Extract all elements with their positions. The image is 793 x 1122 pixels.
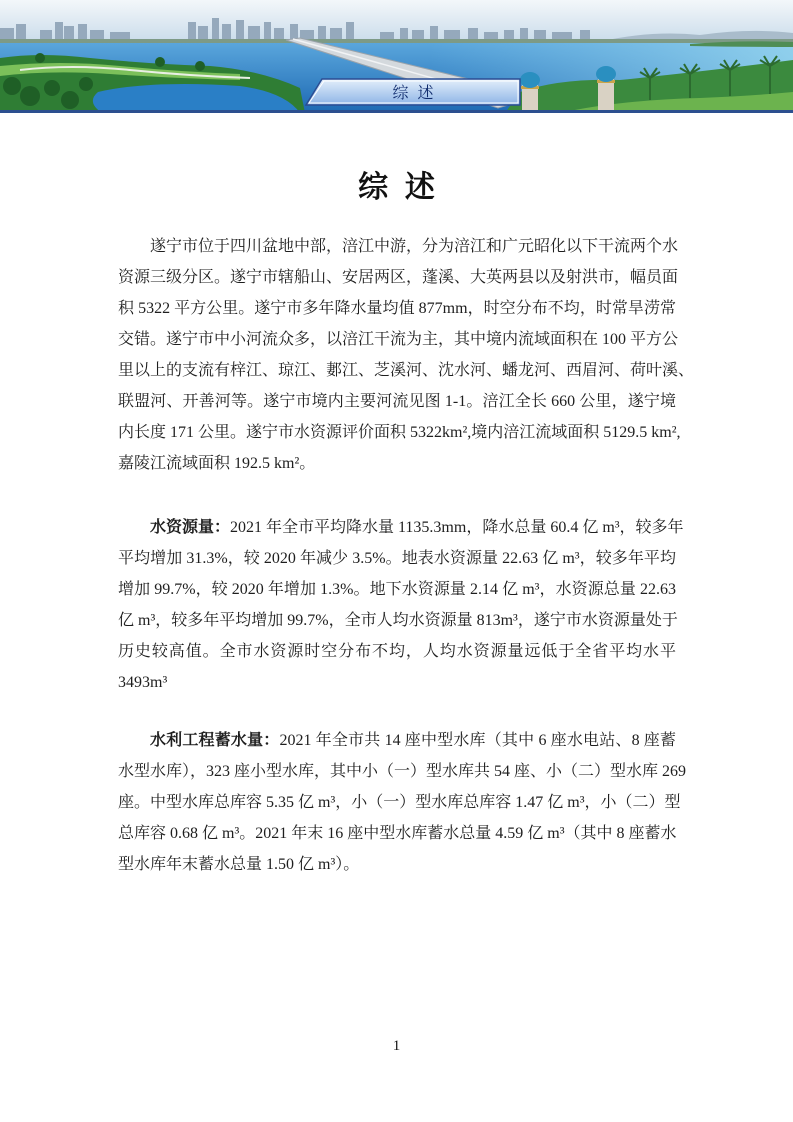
header-banner <box>0 0 793 113</box>
tower-dome <box>596 66 616 82</box>
tree <box>61 91 79 109</box>
paragraph-water-resources <box>118 512 684 698</box>
skyline-building <box>236 20 244 42</box>
paragraph-line <box>118 512 684 543</box>
tower-dome <box>520 72 540 88</box>
section-tab-label: 综 述 <box>392 85 434 102</box>
tree <box>35 53 45 63</box>
tree <box>20 86 40 106</box>
paragraph-line: 里以上的支流有梓江、琼江、郪江、芝溪河、沈水河、蟠龙河、西眉河、荷叶溪、 <box>118 362 695 379</box>
paragraph-line: 亿 m³，较多年平均增加 99.7%，全市人均水资源量 813m³，遂宁市水资源量处于 <box>118 612 678 629</box>
tower-right <box>596 66 616 112</box>
paragraph-lead: 水利工程蓄水量： <box>150 732 280 749</box>
paragraph-line-text: 2021 年全市共 14 座中型水库（其中 6 座水电站、8 座蓄 <box>279 732 676 749</box>
paragraph-line: 增加 99.7%，较 2020 年增加 1.3%。地下水资源量 2.14 亿 m³，水资源总量 22.63 <box>118 581 676 598</box>
page-number: 1 <box>392 1038 401 1054</box>
section-tab <box>306 79 520 105</box>
paragraph-line: 积 5322 平方公里。遂宁市多年降水量均值 877mm，时空分布不均，时常旱涝常 <box>118 300 676 317</box>
paragraph-reservoir-storage <box>118 725 687 880</box>
paragraph-line: 平均增加 31.3%，较 2020 年减少 3.5%。地表水资源量 22.63 亿 m³，较多年平均 <box>118 550 676 567</box>
paragraph-line: 内长度 171 公里。遂宁市水资源评价面积 5322km²,境内涪江流域面积 5129.5 km², <box>118 424 681 441</box>
tower-left <box>520 72 540 112</box>
tree <box>79 77 93 91</box>
paragraph-line: 交错。遂宁市中小河流众多，以涪江干流为主，其中境内流域面积在 100 平方公 <box>118 331 679 348</box>
paragraph-line: 座。中型水库总库容 5.35 亿 m³，小（一）型水库总库容 1.47 亿 m³，小（二）型 <box>118 794 681 811</box>
paragraph-line: 历史较高值。全市水资源时空分布不均，人均水资源量远低于全省平均水平 <box>118 643 676 660</box>
tree <box>3 77 21 95</box>
paragraph-line: 3493m³ <box>118 674 168 691</box>
tree <box>195 61 205 71</box>
paragraph-line: 嘉陵江流域面积 192.5 km²。 <box>118 455 316 472</box>
banner-bottom-rule <box>0 110 793 113</box>
paragraph-line: 总库容 0.68 亿 m³。2021 年末 16 座中型水库蓄水总量 4.59 亿 m³（其中 8 座蓄水 <box>118 825 677 842</box>
paragraph-line: 型水库年末蓄水总量 1.50 亿 m³）。 <box>118 856 360 873</box>
paragraph-line: 联盟河、开善河等。遂宁市境内主要河流见图 1-1。涪江全长 660 公里，遂宁境 <box>118 393 676 410</box>
tree <box>44 80 60 96</box>
skyline-building <box>212 18 219 42</box>
paragraph-line: 水型水库），323 座小型水库，其中小（一）型水库共 54 座、小（二）型水库 269 <box>118 763 687 780</box>
paragraph-lead: 水资源量： <box>150 519 231 536</box>
paragraph-line: 资源三级分区。遂宁市辖船山、安居两区，蓬溪、大英两县以及射洪市，幅员面 <box>118 269 679 286</box>
paragraph-line <box>118 725 676 756</box>
tree <box>155 57 165 67</box>
page-title: 综 述 <box>358 171 435 204</box>
paragraph-line-text: 2021 年全市平均降水量 1135.3mm，降水总量 60.4 亿 m³，较多年 <box>230 519 684 536</box>
paragraph-overview <box>118 231 695 479</box>
paragraph-line: 遂宁市位于四川盆地中部，涪江中游，分为涪江和广元昭化以下干流两个水 <box>150 238 679 255</box>
